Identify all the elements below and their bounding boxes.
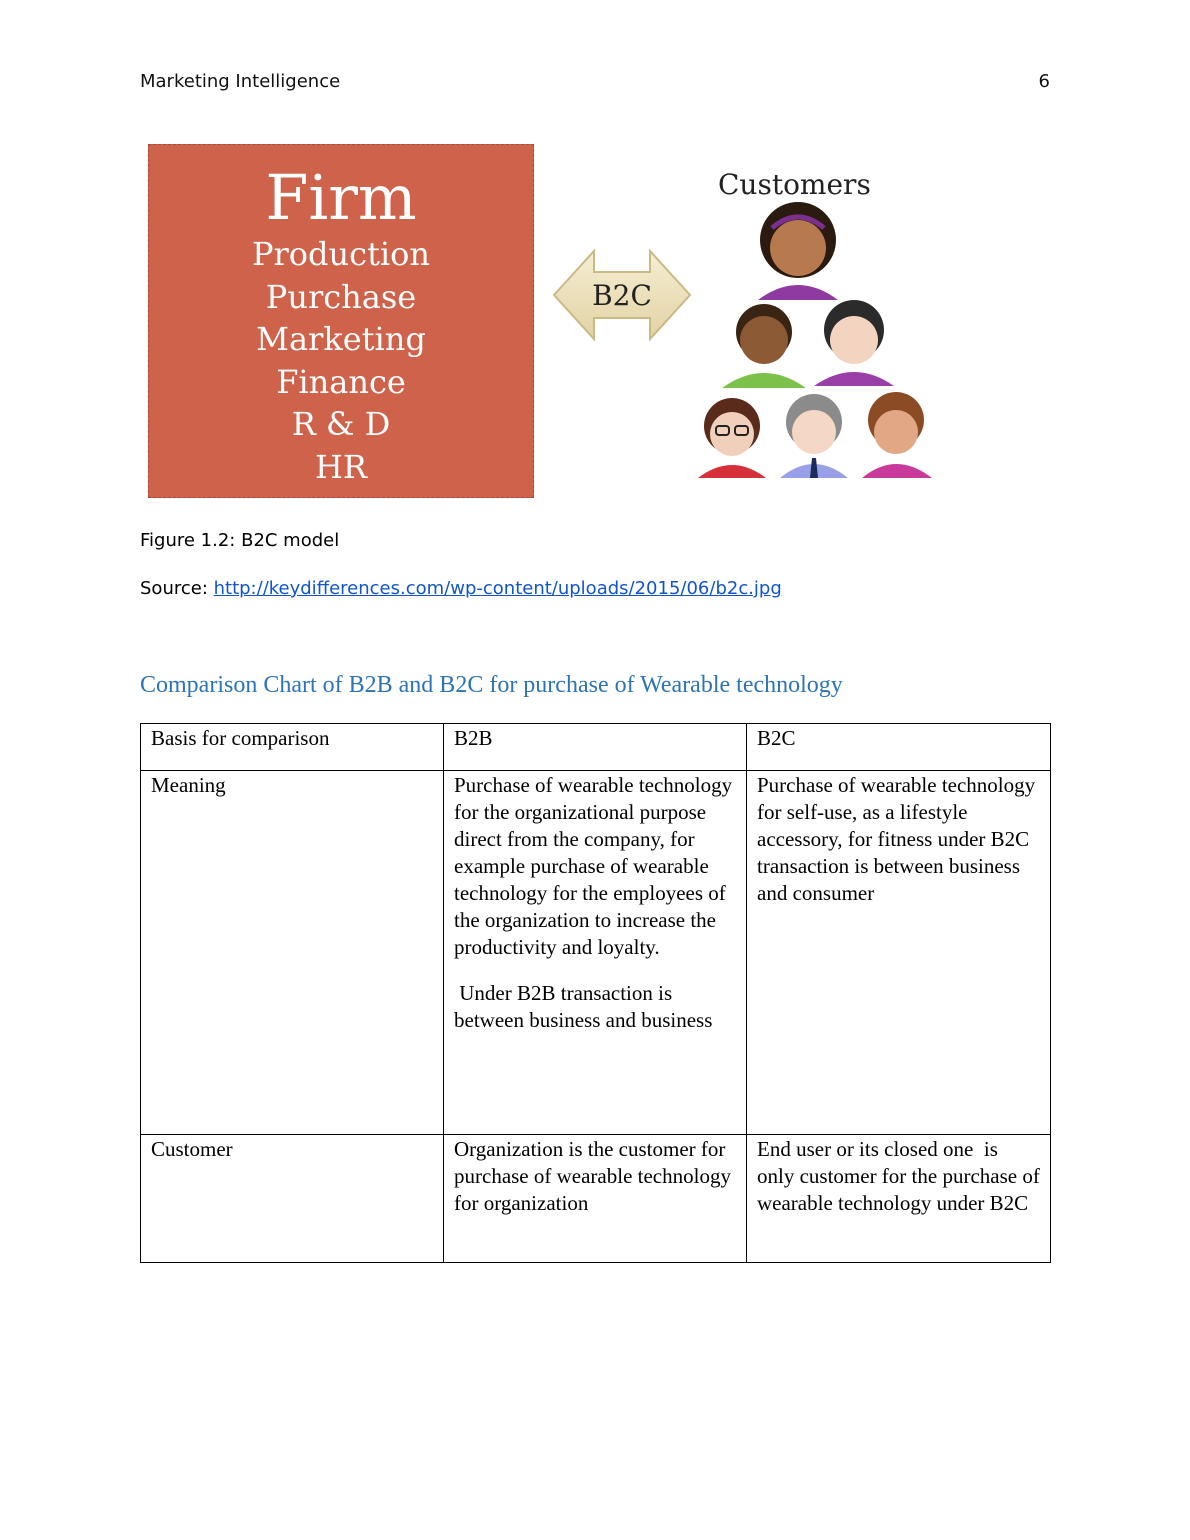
figure-caption: Figure 1.2: B2C model: [140, 530, 340, 551]
table-row: [141, 1135, 1051, 1263]
table-row: [141, 771, 1051, 1135]
firm-item-production: Production: [251, 235, 431, 273]
customers-label: Customers: [718, 168, 871, 201]
table-cell-b2b: [444, 1135, 747, 1263]
table-header-cell: B2C: [747, 724, 1051, 771]
table-cell-paragraph: Purchase of wearable technology for the organizational purpose direct from the company, for example purchase of wearable technology for the employees of the organization to increase the productivity and loyalty.: [454, 773, 733, 959]
firm-item-finance: Finance: [276, 362, 406, 401]
figure-source: [140, 578, 782, 599]
double-arrow-icon: [552, 248, 692, 342]
table-cell-b2b: [444, 771, 747, 1135]
firm-item-rd: R & D: [291, 405, 391, 443]
page-number: 6: [1038, 71, 1050, 92]
customer-avatar-icon: [814, 300, 894, 386]
table-cell-basis: Meaning: [141, 771, 444, 1135]
comparison-table: [140, 723, 1051, 1263]
table-cell-b2c: End user or its closed one is only customer for the purchase of wearable technology under B2C: [747, 1135, 1051, 1263]
table-header-cell: B2B: [444, 724, 747, 771]
source-link[interactable]: http://keydifferences.com/wp-content/uploads/2015/06/b2c.jpg: [213, 578, 782, 599]
source-label: Source:: [140, 578, 214, 599]
table-cell-b2c: Purchase of wearable technology for self-use, as a lifestyle accessory, for fitness under B2C transaction is between business and consumer: [747, 771, 1051, 1135]
table-cell-paragraph: Under B2B transaction is between business and business: [454, 981, 713, 1032]
arrow-label: B2C: [592, 279, 652, 312]
firm-box: [148, 144, 534, 498]
firm-item-purchase: Purchase: [265, 277, 417, 316]
table-cell-basis: Customer: [141, 1135, 444, 1263]
section-heading: Comparison Chart of B2B and B2C for purchase of Wearable technology: [140, 672, 843, 698]
customer-avatar-icon: [758, 202, 838, 300]
table-header-row: [141, 724, 1051, 771]
firm-item-marketing: Marketing: [256, 320, 426, 358]
table-cell-paragraph: Organization is the customer for purchase of wearable technology for organization: [454, 1137, 731, 1215]
firm-title: Firm: [265, 161, 417, 234]
customer-avatar-icon: [780, 394, 848, 478]
b2c-model-figure: [146, 140, 946, 505]
running-header-title: Marketing Intelligence: [140, 71, 341, 92]
customer-avatar-icon: [862, 392, 932, 478]
firm-item-hr: HR: [315, 447, 367, 486]
customer-avatar-icon: [698, 398, 766, 478]
customer-avatar-icon: [722, 304, 806, 388]
customers-group-icon: [694, 200, 944, 480]
table-header-cell: Basis for comparison: [141, 724, 444, 771]
